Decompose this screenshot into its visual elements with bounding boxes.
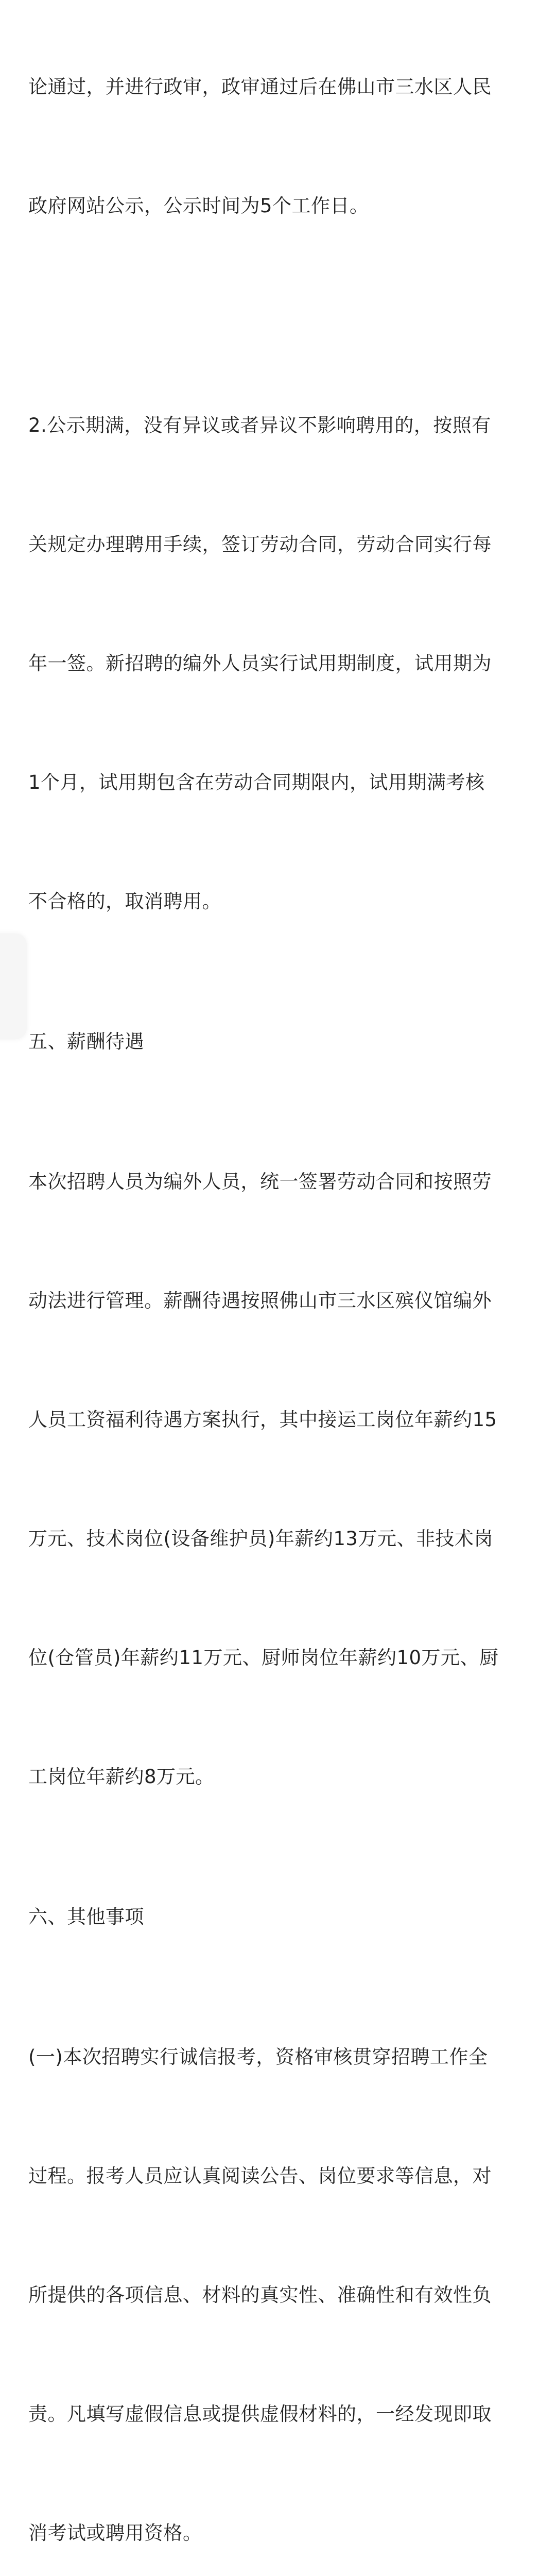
text-line: 所提供的各项信息、材料的真实性、准确性和有效性负 [28,2284,492,2306]
section-heading-salary: 五、薪酬待遇 [28,1030,144,1053]
paragraph-publicity [28,0,523,305]
text-line: 2.公示期满，没有异议或者异议不影响聘用的，按照有 [28,414,491,436]
text-line: 位(仓管员)年薪约11万元、厨师岗位年薪约10万元、厨 [28,1647,499,1669]
text-line: 1个月，试用期包含在劳动合同期限内，试用期满考核 [28,771,485,793]
text-line: 年一签。新招聘的编外人员实行试用期制度，试用期为 [28,652,492,674]
text-line: 关规定办理聘用手续，签订劳动合同，劳动合同实行每 [28,533,492,555]
text-line: (一)本次招聘实行诚信报考，资格审核贯穿招聘工作全 [28,2046,488,2068]
text-line: 过程。报考人员应认真阅读公告、岗位要求等信息，对 [28,2165,492,2187]
text-line: 动法进行管理。薪酬待遇按照佛山市三水区殡仪馆编外 [28,1290,492,1312]
text-line: 人员工资福利待遇方案执行，其中接运工岗位年薪约15 [28,1409,497,1431]
text-line: 万元、技术岗位(设备维护员)年薪约13万元、非技术岗 [28,1528,493,1550]
text-line: 责。凡填写虚假信息或提供虚假材料的，一经发现即取 [28,2403,492,2425]
paragraph-salary [28,1082,523,1876]
article-body [28,0,523,2576]
text-line: 工岗位年薪约8万元。 [28,1766,215,1788]
text-line: 消考试或聘用资格。 [28,2522,202,2544]
floating-side-panel[interactable] [0,934,27,1039]
paragraph-integrity [28,1958,523,2576]
text-line: 政府网站公示，公示时间为5个工作日。 [28,195,369,217]
text-line: 本次招聘人员为编外人员，统一签署劳动合同和按照劳 [28,1171,492,1193]
text-line: 不合格的，取消聘用。 [28,890,221,912]
paragraph-contract [28,326,523,1001]
text-line: 论通过，并进行政审，政审通过后在佛山市三水区人民 [28,76,492,98]
section-heading-other: 六、其他事项 [28,1906,144,1928]
